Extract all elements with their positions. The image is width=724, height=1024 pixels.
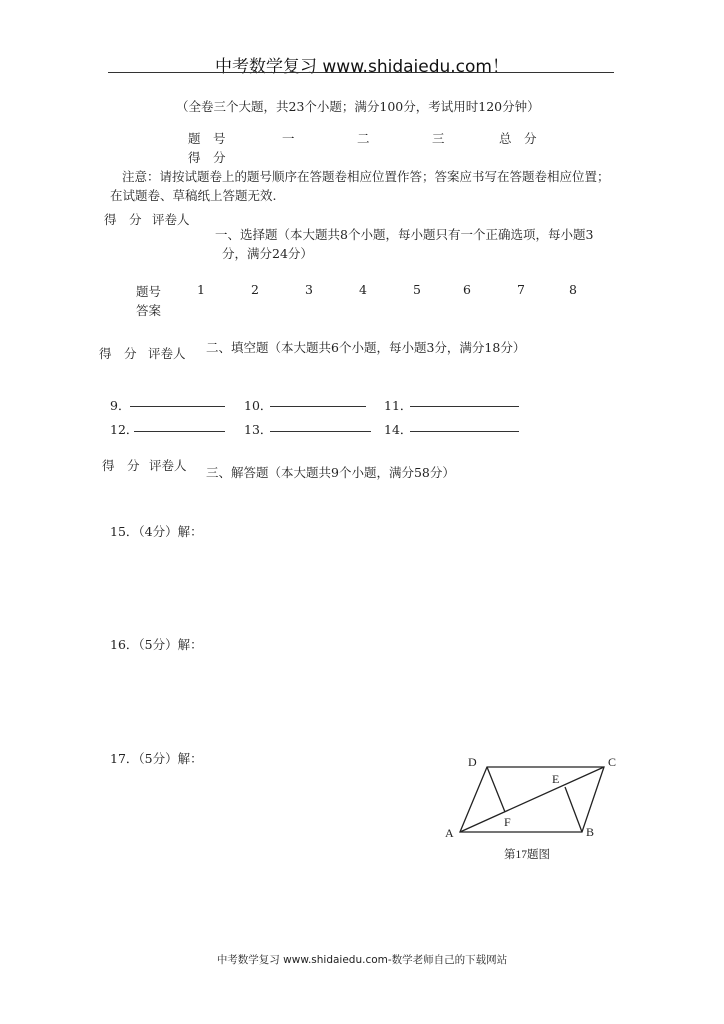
grader-reviewer-label: 评卷人 bbox=[149, 458, 187, 473]
grader-reviewer-label: 评卷人 bbox=[148, 346, 186, 361]
label-c: C bbox=[608, 755, 617, 769]
section1-title-line2: 分，满分24分） bbox=[222, 246, 313, 261]
answer-table-number: 3 bbox=[305, 282, 313, 297]
section1-title-line1: 一、选择题（本大题共8个小题，每小题只有一个正确选项，每小题3 bbox=[215, 227, 594, 242]
question-15: 15．（4分）解： bbox=[110, 524, 203, 539]
section2-title: 二、填空题（本大题共6个小题，每小题3分，满分18分） bbox=[206, 340, 526, 355]
blank-line-13[interactable] bbox=[270, 431, 371, 432]
answer-table-number: 1 bbox=[197, 282, 205, 297]
answer-table-number: 6 bbox=[463, 282, 471, 297]
page-footer: 中考数学复习 www.shidaiedu.com-数学老师自己的下载网站 bbox=[216, 954, 508, 966]
answer-table-number: 7 bbox=[517, 282, 525, 297]
label-a: A bbox=[445, 826, 454, 840]
label-b: B bbox=[586, 825, 595, 839]
score-table-header-2: 二 bbox=[357, 131, 370, 146]
notice-line-2: 在试题卷、草稿纸上答题无效. bbox=[110, 188, 277, 203]
figure-caption: 第17题图 bbox=[504, 849, 550, 861]
answer-table-number: 4 bbox=[359, 282, 367, 297]
score-table-header-question: 题 号 bbox=[188, 131, 226, 146]
answer-table-row1-label: 题号 bbox=[136, 284, 162, 299]
blank-label-13: 13． bbox=[244, 422, 273, 437]
score-table-header-total: 总 分 bbox=[499, 131, 537, 146]
header-divider bbox=[108, 72, 614, 73]
grader-reviewer-label: 评卷人 bbox=[152, 212, 190, 227]
answer-table-number: 5 bbox=[413, 282, 421, 297]
blank-label-9: 9． bbox=[110, 398, 131, 413]
blank-line-14[interactable] bbox=[410, 431, 519, 432]
score-table-row-label: 得 分 bbox=[188, 150, 226, 165]
diagonal-ac bbox=[460, 767, 604, 832]
segment-df bbox=[487, 767, 505, 812]
label-d: D bbox=[468, 755, 477, 769]
score-table-header-1: 一 bbox=[282, 131, 295, 146]
section3-title: 三、解答题（本大题共9个小题，满分58分） bbox=[206, 465, 455, 480]
blank-label-14: 14． bbox=[384, 422, 413, 437]
label-f: F bbox=[504, 815, 511, 829]
answer-table-number: 8 bbox=[569, 282, 577, 297]
page-header-title: 中考数学复习 www.shidaiedu.com！ bbox=[215, 57, 509, 77]
segment-be bbox=[565, 787, 582, 832]
score-table-header-3: 三 bbox=[432, 131, 445, 146]
blank-line-10[interactable] bbox=[270, 406, 366, 407]
question-17: 17．（5分）解： bbox=[110, 751, 203, 766]
answer-table-row2-label: 答案 bbox=[136, 303, 162, 318]
parallelogram-figure bbox=[438, 748, 624, 868]
question-16: 16．（5分）解： bbox=[110, 637, 203, 652]
blank-line-9[interactable] bbox=[130, 406, 225, 407]
exam-info: （全卷三个大题，共23个小题；满分100分，考试用时120分钟） bbox=[176, 99, 540, 114]
grader-score-label: 得 分 bbox=[104, 212, 142, 227]
blank-label-11: 11． bbox=[384, 398, 413, 413]
grader-score-label: 得 分 bbox=[102, 458, 140, 473]
answer-table-number: 2 bbox=[251, 282, 259, 297]
blank-line-11[interactable] bbox=[410, 406, 519, 407]
notice-line-1: 注意：请按试题卷上的题号顺序在答题卷相应位置作答；答案应书写在答题卷相应位置； bbox=[122, 169, 610, 184]
blank-label-12: 12． bbox=[110, 422, 139, 437]
label-e: E bbox=[552, 772, 560, 786]
grader-score-label: 得 分 bbox=[99, 346, 137, 361]
blank-label-10: 10． bbox=[244, 398, 273, 413]
blank-line-12[interactable] bbox=[134, 431, 225, 432]
